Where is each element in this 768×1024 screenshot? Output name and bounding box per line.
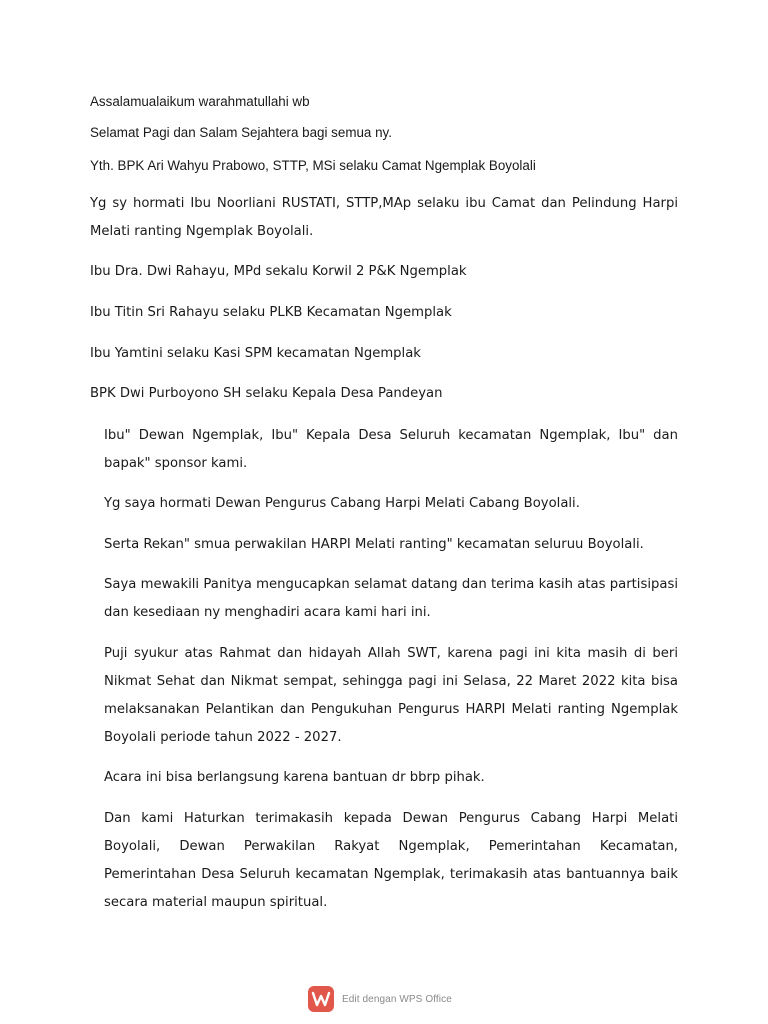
opening-line: Selamat Pagi dan Salam Sejahtera bagi semua ny. bbox=[90, 125, 392, 140]
salutation-dewan: Ibu" Dewan Ngemplak, Ibu" Kepala Desa Seluruh kecamatan Ngemplak, Ibu" dan bapak" sponsor kami. bbox=[104, 428, 678, 471]
salutation-dpc: Yg saya hormati Dewan Pengurus Cabang Harpi Melati Cabang Boyolali. bbox=[104, 496, 580, 511]
salutation-kepala-desa: BPK Dwi Purboyono SH selaku Kepala Desa Pandeyan bbox=[90, 386, 443, 401]
greeting-line: Assalamualaikum warahmatullahi wb bbox=[90, 94, 310, 109]
wps-footer[interactable] bbox=[308, 986, 452, 1012]
paragraph-thanks: Dan kami Haturkan terimakasih kepada Dewan Pengurus Cabang Harpi Melati Boyolali, Dewan Perwakilan Rakyat Ngemplak, Pemerintahan Kecamatan, Pemerintahan Desa Seluruh kecamatan Ngemplak, terimakasih atas bantuannya baik secara material maupun spiritual. bbox=[104, 811, 678, 910]
paragraph-welcome: Saya mewakili Panitya mengucapkan selamat datang dan terima kasih atas partisipasi dan kesediaan ny menghadiri acara kami hari ini. bbox=[104, 577, 678, 620]
wps-edit-label[interactable]: Edit dengan WPS Office bbox=[342, 993, 452, 1005]
wps-office-logo-icon bbox=[308, 986, 334, 1012]
salutation-korwil: Ibu Dra. Dwi Rahayu, MPd sekalu Korwil 2 P&K Ngemplak bbox=[90, 264, 467, 279]
paragraph-gratitude: Puji syukur atas Rahmat dan hidayah Allah SWT, karena pagi ini kita masih di beri Nikmat Sehat dan Nikmat sempat, sehingga pagi ini Selasa, 22 Maret 2022 kita bisa melaksanakan Pelantikan dan Pengukuhan Pengurus HARPI Melati ranting Ngemplak Boyolali periode tahun 2022 - 2027. bbox=[104, 646, 678, 745]
paragraph-support: Acara ini bisa berlangsung karena bantuan dr bbrp pihak. bbox=[104, 770, 485, 785]
salutation-plkb: Ibu Titin Sri Rahayu selaku PLKB Kecamatan Ngemplak bbox=[90, 305, 452, 320]
salutation-camat: Yth. BPK Ari Wahyu Prabowo, STTP, MSi selaku Camat Ngemplak Boyolali bbox=[90, 158, 536, 173]
salutation-rekan: Serta Rekan" smua perwakilan HARPI Melati ranting" kecamatan seluruu Boyolali. bbox=[104, 537, 644, 552]
salutation-kasi-spm: Ibu Yamtini selaku Kasi SPM kecamatan Ngemplak bbox=[90, 346, 421, 361]
salutation-ibu-camat: Yg sy hormati Ibu Noorliani RUSTATI, STTP,MAp selaku ibu Camat dan Pelindung Harpi Melati ranting Ngemplak Boyolali. bbox=[90, 196, 678, 239]
